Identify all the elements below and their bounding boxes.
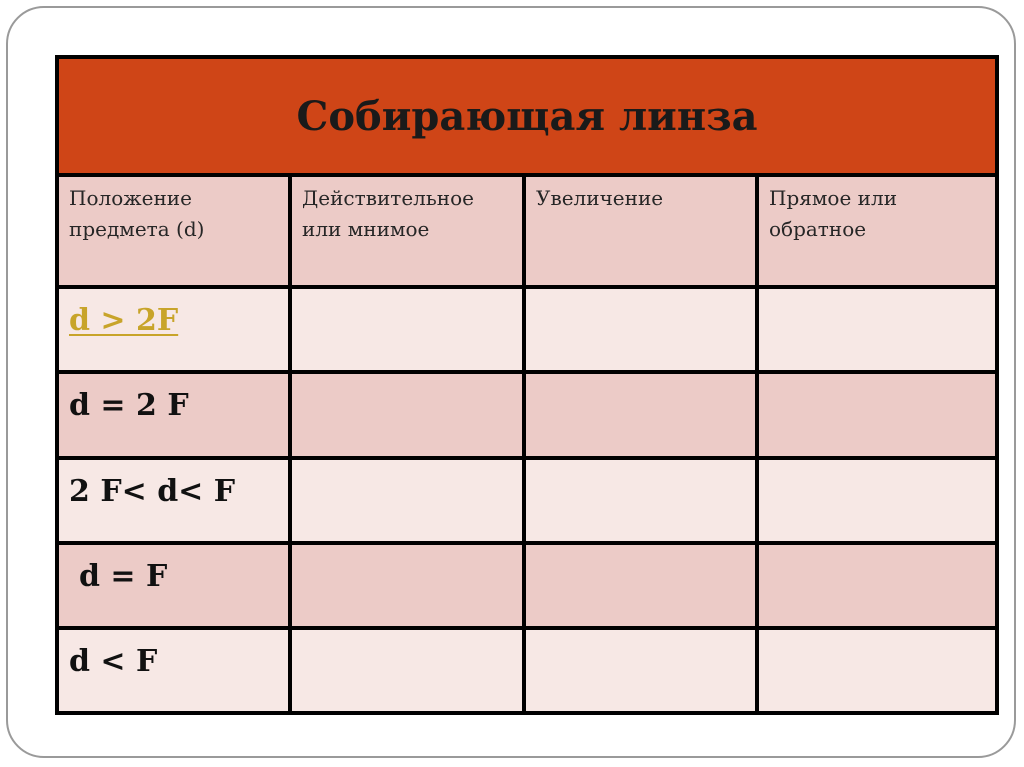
- table-cell[interactable]: [524, 458, 757, 543]
- row-label-cell: [57, 543, 290, 628]
- row-label-cell: [57, 372, 290, 457]
- column-header-line: обратное: [769, 217, 867, 242]
- column-header-line: Прямое или: [769, 186, 898, 211]
- table-row: [57, 628, 997, 713]
- table-cell[interactable]: [290, 628, 524, 713]
- table-cell[interactable]: [290, 458, 524, 543]
- table-cell[interactable]: [290, 543, 524, 628]
- column-header-line: Положение: [69, 186, 192, 211]
- lens-table-container: [55, 55, 995, 715]
- row-label-cell: [57, 628, 290, 713]
- table-row: [57, 372, 997, 457]
- column-header-line: или мнимое: [302, 217, 430, 242]
- row-label-cell: [57, 287, 290, 372]
- lens-table: [55, 55, 999, 715]
- row-label-link[interactable]: d > 2F: [69, 303, 179, 339]
- table-cell[interactable]: [757, 543, 997, 628]
- column-header-line: предмета (d): [69, 217, 205, 242]
- table-cell[interactable]: [290, 287, 524, 372]
- column-header-orientation: [757, 175, 997, 287]
- column-header-position: [57, 175, 290, 287]
- table-row: [57, 287, 997, 372]
- table-cell[interactable]: [524, 543, 757, 628]
- column-header-real-or-virtual: [290, 175, 524, 287]
- row-label: 2 F< d< F: [69, 473, 236, 509]
- table-cell[interactable]: [524, 287, 757, 372]
- table-row: [57, 543, 997, 628]
- column-header-magnification: [524, 175, 757, 287]
- table-cell[interactable]: [524, 628, 757, 713]
- row-label: d < F: [69, 643, 158, 679]
- table-cell[interactable]: [757, 372, 997, 457]
- row-label: d = 2 F: [69, 388, 189, 424]
- row-label: d = F: [79, 558, 168, 594]
- table-cell[interactable]: [524, 372, 757, 457]
- table-cell[interactable]: [757, 458, 997, 543]
- table-title: Собирающая линза: [57, 57, 997, 175]
- table-row: [57, 458, 997, 543]
- table-cell[interactable]: [757, 287, 997, 372]
- table-cell[interactable]: [757, 628, 997, 713]
- column-header-line: Увеличение: [536, 186, 664, 211]
- row-label-cell: [57, 458, 290, 543]
- table-cell[interactable]: [290, 372, 524, 457]
- column-header-line: Действительное: [302, 186, 474, 211]
